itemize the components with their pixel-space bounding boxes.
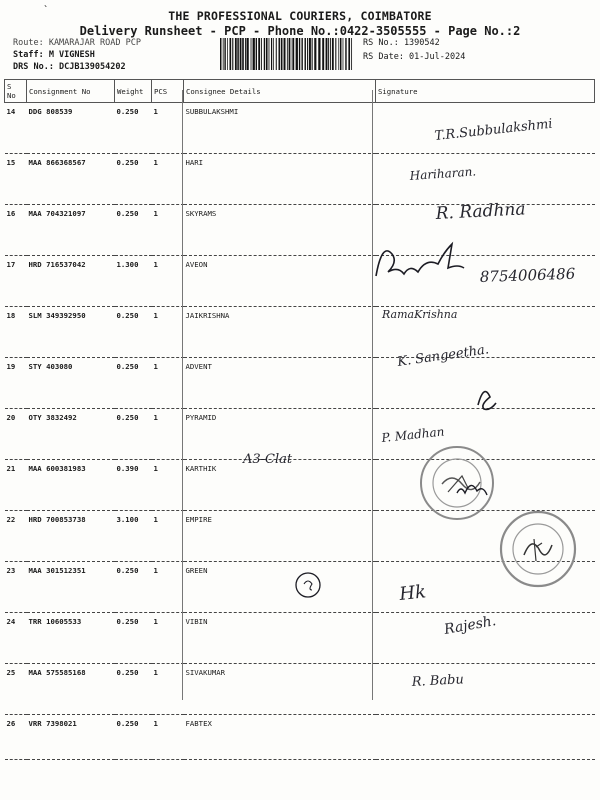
row-weight: 0.250: [115, 103, 152, 154]
row-consignee: SUBBULAKSHMI: [184, 103, 376, 154]
row-signature-cell: [376, 715, 595, 760]
row-weight: 3.100: [115, 511, 152, 562]
row-sno: 22: [5, 511, 27, 562]
row-weight: 0.390: [115, 460, 152, 511]
row-weight: 0.250: [115, 715, 152, 760]
row-signature-cell: [376, 154, 595, 205]
table-row: [5, 307, 595, 358]
row-signature-cell: [376, 256, 595, 307]
company-title: THE PROFESSIONAL COURIERS, COIMBATORE: [168, 9, 432, 23]
table-row: [5, 715, 595, 760]
row-consignee: KARTHIK: [184, 460, 376, 511]
row-consignee: SIVAKUMAR: [184, 664, 376, 715]
row-consignee: GREEN: [184, 562, 376, 613]
row-pcs: 1: [152, 154, 184, 205]
row-consignment: MAA 600381983: [27, 460, 115, 511]
signature-18: RamaKrishna: [382, 308, 458, 321]
row-sno: 17: [5, 256, 27, 307]
row-sno: 14: [5, 103, 27, 154]
row-consignee: HARI: [184, 154, 376, 205]
row-sno: 16: [5, 205, 27, 256]
row-consignment: HRD 700853738: [27, 511, 115, 562]
table-row: [5, 154, 595, 205]
row-sno: 18: [5, 307, 27, 358]
col-consignee: Consignee Details: [184, 80, 376, 103]
row-sno: 20: [5, 409, 27, 460]
rs-number: RS No.: 1390542: [363, 38, 440, 48]
signature-17-phone: 8754006486: [479, 264, 576, 286]
handwritten-note-a3: A3-Clat: [243, 452, 293, 467]
signature-26: R. Babu: [411, 672, 465, 690]
runsheet-table: [4, 79, 595, 760]
row-sno: 15: [5, 154, 27, 205]
row-consignment: HRD 716537042: [27, 256, 115, 307]
row-signature-cell: [376, 358, 595, 409]
col-sno: S No: [5, 80, 27, 103]
row-consignment: VRR 7398021: [27, 715, 115, 760]
row-weight: 0.250: [115, 664, 152, 715]
rs-date: RS Date: 01-Jul-2024: [363, 52, 466, 62]
staff-label: Staff: M VIGNESH: [13, 50, 95, 60]
table-row: [5, 460, 595, 511]
row-consignment: MAA 301512351: [27, 562, 115, 613]
table-row: [5, 613, 595, 664]
signature-16: R. Radhna: [435, 199, 526, 224]
row-consignment: MAA 866368567: [27, 154, 115, 205]
row-weight: 0.250: [115, 205, 152, 256]
row-sno: 23: [5, 562, 27, 613]
row-sno: 21: [5, 460, 27, 511]
row-weight: 0.250: [115, 409, 152, 460]
route-label: Route: KAMARAJAR ROAD PCP: [13, 38, 141, 48]
row-consignee: SKYRAMS: [184, 205, 376, 256]
signature-19: K. Sangeetha.: [396, 342, 490, 370]
table-row: [5, 256, 595, 307]
row-signature-cell: [376, 307, 595, 358]
table-row: [5, 358, 595, 409]
row-consignment: SLM 349392950: [27, 307, 115, 358]
row-consignee: EMPIRE: [184, 511, 376, 562]
row-pcs: 1: [152, 715, 184, 760]
row-pcs: 1: [152, 511, 184, 562]
row-signature-cell: [376, 103, 595, 154]
green-eco-stamp-image: [498, 509, 578, 589]
row-consignment: MAA 575585168: [27, 664, 115, 715]
row-consignee: PYRAMID: [184, 409, 376, 460]
row-signature-cell: [376, 205, 595, 256]
col-weight: Weight: [115, 80, 152, 103]
row-pcs: 1: [152, 460, 184, 511]
signature-15: Hariharan.: [409, 164, 477, 183]
row-consignment: OTY 3832492: [27, 409, 115, 460]
table-row: [5, 205, 595, 256]
col-signature: Signature: [376, 80, 595, 103]
row-sno: 19: [5, 358, 27, 409]
table-row: [5, 409, 595, 460]
column-divider: [372, 90, 373, 700]
signature-21: P. Madhan: [380, 424, 445, 445]
row-consignee: FABTEX: [184, 715, 376, 760]
row-consignee: JAIKRISHNA: [184, 307, 376, 358]
col-pcs: PCS: [152, 80, 184, 103]
row-weight: 0.250: [115, 562, 152, 613]
row-consignment: STY 403080: [27, 358, 115, 409]
row-pcs: 1: [152, 562, 184, 613]
table-header-row: [5, 80, 595, 103]
row-signature-cell: [376, 664, 595, 715]
row-pcs: 1: [152, 409, 184, 460]
table-row: [5, 103, 595, 154]
row-pcs: 1: [152, 256, 184, 307]
runsheet-subtitle: Delivery Runsheet - PCP - Phone No.:0422-3505555 - Page No.:2: [79, 24, 521, 38]
row-pcs: 1: [152, 613, 184, 664]
scan-mark: `: [43, 5, 50, 16]
empire-stamp-image: [418, 444, 496, 522]
row-consignment: TRR 10605533: [27, 613, 115, 664]
row-weight: 0.250: [115, 154, 152, 205]
row-consignment: MAA 704321097: [27, 205, 115, 256]
row-sno: 25: [5, 664, 27, 715]
row-pcs: 1: [152, 205, 184, 256]
signature-24: Hk: [398, 581, 427, 605]
row-weight: 1.300: [115, 256, 152, 307]
drs-number: DRS No.: DCJB139054202: [13, 62, 126, 72]
row-signature-cell: [376, 613, 595, 664]
row-sno: 26: [5, 715, 27, 760]
table-row: [5, 664, 595, 715]
signature-14: T.R.Subbulakshmi: [433, 116, 554, 144]
row-consignee: ADVENT: [184, 358, 376, 409]
signature-25: Rajesh.: [442, 613, 498, 638]
column-divider: [182, 90, 183, 700]
row-weight: 0.250: [115, 613, 152, 664]
row-weight: 0.250: [115, 358, 152, 409]
col-consignment: Consignment No: [27, 80, 115, 103]
row-pcs: 1: [152, 307, 184, 358]
row-consignee: AVEON: [184, 256, 376, 307]
row-consignment: DDG 808539: [27, 103, 115, 154]
row-pcs: 1: [152, 664, 184, 715]
row-sno: 24: [5, 613, 27, 664]
barcode-image: [220, 38, 353, 70]
row-pcs: 1: [152, 103, 184, 154]
row-consignee: VIBIN: [184, 613, 376, 664]
row-weight: 0.250: [115, 307, 152, 358]
row-pcs: 1: [152, 358, 184, 409]
